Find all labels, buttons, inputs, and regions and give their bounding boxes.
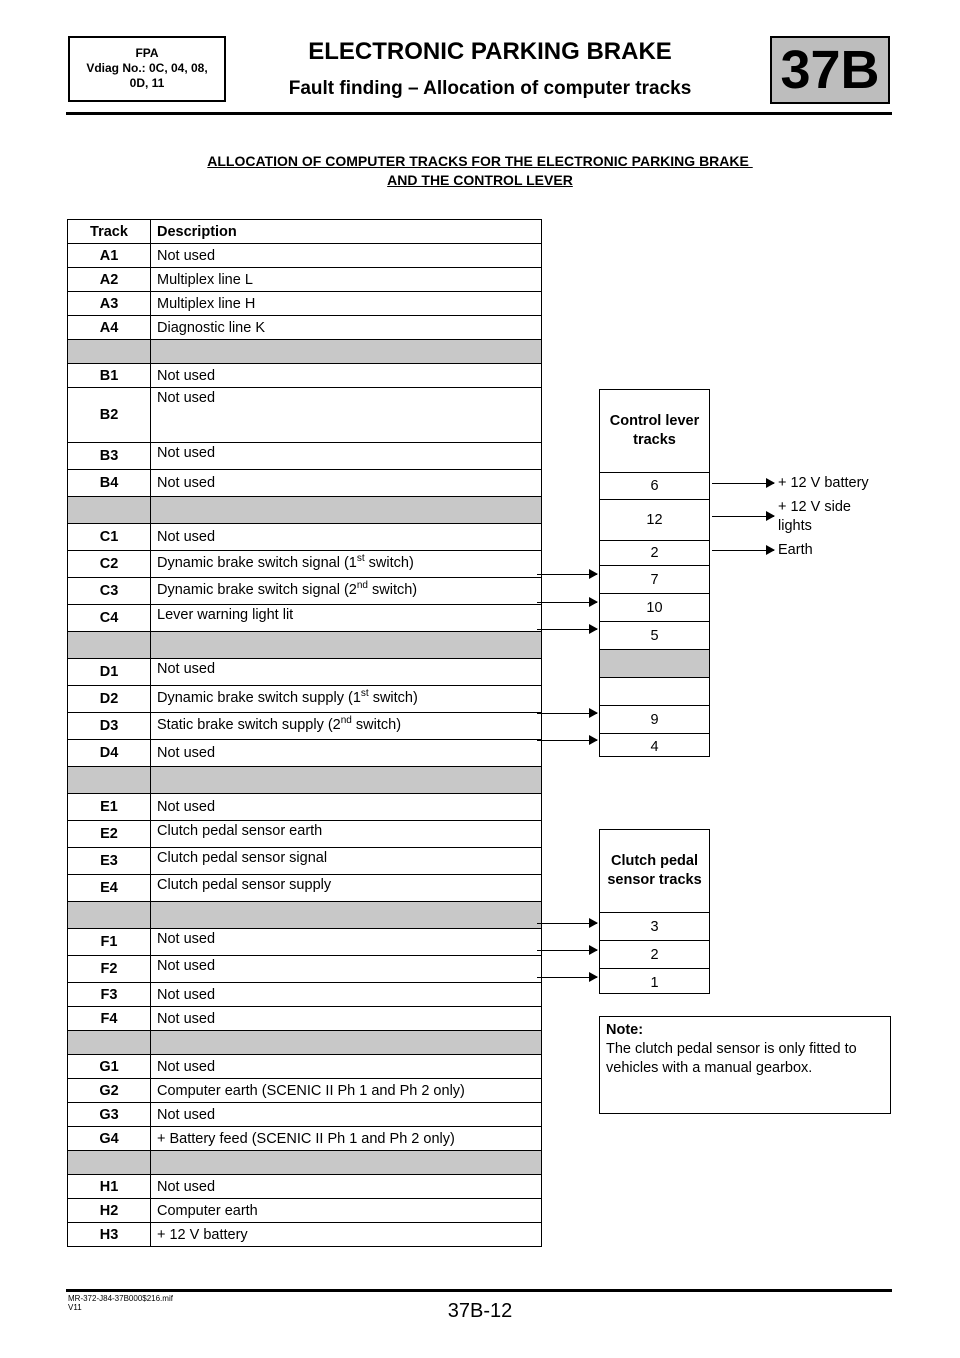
description-text: Not used <box>157 1106 216 1123</box>
description-cell <box>151 316 542 340</box>
table-row <box>68 268 542 292</box>
table-row <box>68 686 542 713</box>
description-cell <box>151 551 542 578</box>
table-row <box>68 1175 542 1199</box>
ordinal-suffix: st <box>356 553 365 564</box>
description-text: Not used <box>157 445 216 461</box>
description-cell <box>151 268 542 292</box>
track-cell: C2 <box>68 551 151 578</box>
clutch-sensor-tracks-title: Clutch pedal sensor tracks <box>607 853 702 888</box>
table-row <box>68 292 542 316</box>
track-cell: E2 <box>68 821 151 848</box>
track-cell: C4 <box>68 605 151 632</box>
table-row <box>68 388 542 443</box>
footer-reference <box>68 1294 173 1312</box>
table-row <box>68 1007 542 1031</box>
table-row <box>68 551 542 578</box>
track-cell: G1 <box>68 1055 151 1079</box>
table-row <box>68 1055 542 1079</box>
column-header-description: Description <box>151 220 542 244</box>
separator-cell <box>68 1031 151 1055</box>
track-cell: B2 <box>68 388 151 443</box>
separator-cell <box>151 497 542 524</box>
table-row <box>68 713 542 740</box>
description-cell <box>151 1007 542 1031</box>
separator-cell <box>68 902 151 929</box>
description-cell <box>151 1103 542 1127</box>
description-cell <box>151 1079 542 1103</box>
description-cell <box>151 686 542 713</box>
table-row <box>68 983 542 1007</box>
arrow-right-icon <box>537 740 597 741</box>
description-cell <box>151 794 542 821</box>
description-text: Not used <box>157 931 216 947</box>
arrow-right-icon <box>712 516 774 517</box>
control-lever-tracks-title: Control lever tracks <box>609 413 700 448</box>
track-cell: D3 <box>68 713 151 740</box>
page-title: ELECTRONIC PARKING BRAKE <box>308 38 672 65</box>
description-cell <box>151 1175 542 1199</box>
arrow-right-icon <box>537 629 597 630</box>
ordinal-suffix: nd <box>340 715 352 726</box>
control-lever-pin: 10 <box>600 593 709 621</box>
section-title-line-1: ALLOCATION OF COMPUTER TRACKS FOR THE ELECTRONIC PARKING BRAKE <box>207 153 753 169</box>
description-tail: switch) <box>368 689 418 706</box>
clutch-sensor-tracks-box <box>599 829 710 994</box>
header-divider <box>66 112 892 115</box>
arrow-right-icon <box>537 574 597 575</box>
separator-cell <box>68 340 151 364</box>
track-cell: H1 <box>68 1175 151 1199</box>
description-cell <box>151 443 542 470</box>
track-cell: C1 <box>68 524 151 551</box>
description-cell <box>151 244 542 268</box>
description-text: Clutch pedal sensor earth <box>157 823 323 839</box>
control-lever-tracks-box <box>599 389 710 757</box>
description-text: Not used <box>157 986 216 1003</box>
description-text: Not used <box>157 475 216 491</box>
description-tail: switch) <box>364 554 414 571</box>
description-text: Not used <box>157 745 216 761</box>
column-header-track: Track <box>68 220 151 244</box>
track-cell: B3 <box>68 443 151 470</box>
control-lever-pin: 6 <box>600 472 709 499</box>
track-cell: F2 <box>68 956 151 983</box>
control-lever-pin: 2 <box>600 540 709 565</box>
description-text: Not used <box>157 390 216 406</box>
vdiag-line-2: 0D, 11 <box>129 76 165 90</box>
page-subtitle: Fault finding – Allocation of computer tracks <box>288 78 692 99</box>
table-row <box>68 605 542 632</box>
section-code-badge: 37B <box>770 36 890 104</box>
track-cell: D2 <box>68 686 151 713</box>
section-title-line-2: AND THE CONTROL LEVER <box>387 172 573 188</box>
track-cell: E4 <box>68 875 151 902</box>
description-cell <box>151 1223 542 1247</box>
description-cell <box>151 740 542 767</box>
clutch-sensor-pin: 1 <box>600 968 709 996</box>
description-text: + Battery feed (SCENIC II Ph 1 and Ph 2 only) <box>157 1130 455 1147</box>
table-row <box>68 1079 542 1103</box>
track-cell: G2 <box>68 1079 151 1103</box>
control-lever-pin: 12 <box>600 499 709 540</box>
table-header-row <box>68 220 542 244</box>
ordinal-suffix: st <box>360 688 369 699</box>
table-row <box>68 1127 542 1151</box>
table-separator-row <box>68 632 542 659</box>
separator-cell <box>151 767 542 794</box>
description-cell <box>151 929 542 956</box>
description-text: Not used <box>157 1058 216 1075</box>
table-row <box>68 244 542 268</box>
description-cell <box>151 848 542 875</box>
control-lever-pin: 7 <box>600 565 709 593</box>
description-text: Not used <box>157 367 216 384</box>
description-text: Not used <box>157 958 216 974</box>
arrow-right-icon <box>712 550 774 551</box>
section-title <box>100 152 860 190</box>
description-text: + 12 V battery <box>157 1226 248 1243</box>
table-separator-row <box>68 902 542 929</box>
track-cell: B1 <box>68 364 151 388</box>
clutch-sensor-pin: 2 <box>600 940 709 968</box>
description-cell <box>151 821 542 848</box>
track-cell: A2 <box>68 268 151 292</box>
description-text: Clutch pedal sensor supply <box>157 877 332 893</box>
description-cell <box>151 388 542 443</box>
vdiag-line: Vdiag No.: 0C, 04, 08, <box>86 61 208 75</box>
track-cell: A3 <box>68 292 151 316</box>
arrow-right-icon <box>537 713 597 714</box>
ordinal-suffix: nd <box>356 580 368 591</box>
table-separator-row <box>68 1151 542 1175</box>
description-text: Not used <box>157 1010 216 1027</box>
arrow-right-icon <box>537 950 597 951</box>
page-number: 37B-12 <box>447 1300 513 1322</box>
description-text: Multiplex line H <box>157 295 256 312</box>
destination-earth: Earth <box>778 542 813 558</box>
table-separator-row <box>68 340 542 364</box>
footer-divider <box>66 1289 892 1292</box>
table-separator-row <box>68 767 542 794</box>
arrow-right-icon <box>537 977 597 978</box>
table-separator-row <box>68 497 542 524</box>
track-cell: E3 <box>68 848 151 875</box>
table-row <box>68 875 542 902</box>
description-text: Dynamic brake switch signal (1 <box>157 554 357 571</box>
note-title: Note: <box>606 1022 644 1038</box>
track-cell: F3 <box>68 983 151 1007</box>
table-row <box>68 1223 542 1247</box>
description-tail: switch) <box>351 716 402 733</box>
table-row <box>68 740 542 767</box>
description-cell <box>151 292 542 316</box>
track-cell: A4 <box>68 316 151 340</box>
control-lever-pin-separator <box>600 649 709 677</box>
description-cell <box>151 605 542 632</box>
destination-battery: + 12 V battery <box>778 475 869 491</box>
table-row <box>68 364 542 388</box>
separator-cell <box>151 902 542 929</box>
clutch-sensor-pin: 3 <box>600 912 709 940</box>
table-row <box>68 929 542 956</box>
description-cell <box>151 364 542 388</box>
note-text: The clutch pedal sensor is only fitted to vehicles with a manual gearbox. <box>606 1041 857 1076</box>
description-cell <box>151 1127 542 1151</box>
description-text: Not used <box>157 1178 216 1195</box>
description-text: Not used <box>157 661 216 677</box>
description-text: Static brake switch supply (2 <box>157 716 341 733</box>
arrow-right-icon <box>537 923 597 924</box>
description-text: Not used <box>157 247 216 264</box>
description-cell <box>151 470 542 497</box>
track-cell: A1 <box>68 244 151 268</box>
separator-cell <box>68 1151 151 1175</box>
table-row <box>68 1103 542 1127</box>
description-text: Not used <box>157 529 216 545</box>
control-lever-pin: 4 <box>600 733 709 760</box>
description-text: Dynamic brake switch supply (1 <box>157 689 361 706</box>
description-cell <box>151 713 542 740</box>
table-row <box>68 443 542 470</box>
track-cell: F1 <box>68 929 151 956</box>
description-text: Lever warning light lit <box>157 607 294 623</box>
table-row <box>68 848 542 875</box>
table-row <box>68 316 542 340</box>
track-cell: H3 <box>68 1223 151 1247</box>
table-row <box>68 1199 542 1223</box>
track-cell: D4 <box>68 740 151 767</box>
footer-ref-file: MR-372-J84-37B000$216.mif <box>68 1294 173 1303</box>
arrow-right-icon <box>712 483 774 484</box>
description-text: Dynamic brake switch signal (2 <box>157 581 357 598</box>
description-text: Computer earth <box>157 1202 258 1219</box>
track-cell: D1 <box>68 659 151 686</box>
table-row <box>68 578 542 605</box>
separator-cell <box>151 1151 542 1175</box>
description-cell <box>151 875 542 902</box>
fpa-line: FPA <box>135 46 159 60</box>
separator-cell <box>151 340 542 364</box>
separator-cell <box>68 632 151 659</box>
table-separator-row <box>68 1031 542 1055</box>
control-lever-pin: 9 <box>600 705 709 733</box>
track-cell: F4 <box>68 1007 151 1031</box>
separator-cell <box>151 1031 542 1055</box>
track-cell: B4 <box>68 470 151 497</box>
track-table <box>67 219 542 1247</box>
footer-ref-version: V11 <box>68 1303 82 1312</box>
table-row <box>68 659 542 686</box>
table-row <box>68 470 542 497</box>
separator-cell <box>151 632 542 659</box>
description-text: Multiplex line L <box>157 271 253 288</box>
description-cell <box>151 983 542 1007</box>
table-row <box>68 821 542 848</box>
track-cell: G3 <box>68 1103 151 1127</box>
note-box <box>599 1016 891 1114</box>
description-cell <box>151 956 542 983</box>
description-text: Computer earth (SCENIC II Ph 1 and Ph 2 only) <box>157 1082 465 1099</box>
control-lever-pin: 5 <box>600 621 709 649</box>
description-cell <box>151 1199 542 1223</box>
description-text: Diagnostic line K <box>157 319 265 336</box>
table-row <box>68 956 542 983</box>
description-text: Clutch pedal sensor signal <box>157 850 328 866</box>
track-cell: H2 <box>68 1199 151 1223</box>
description-cell <box>151 659 542 686</box>
arrow-right-icon <box>537 602 597 603</box>
description-cell <box>151 524 542 551</box>
track-cell: E1 <box>68 794 151 821</box>
description-text: Not used <box>157 799 216 815</box>
table-row <box>68 794 542 821</box>
fpa-vdiag-box <box>68 36 226 102</box>
table-row <box>68 524 542 551</box>
track-cell: C3 <box>68 578 151 605</box>
description-cell <box>151 578 542 605</box>
track-cell: G4 <box>68 1127 151 1151</box>
separator-cell <box>68 497 151 524</box>
control-lever-pin-empty <box>600 677 709 705</box>
separator-cell <box>68 767 151 794</box>
description-tail: switch) <box>367 581 418 598</box>
description-cell <box>151 1055 542 1079</box>
destination-side-lights: + 12 V side lights <box>778 499 851 534</box>
